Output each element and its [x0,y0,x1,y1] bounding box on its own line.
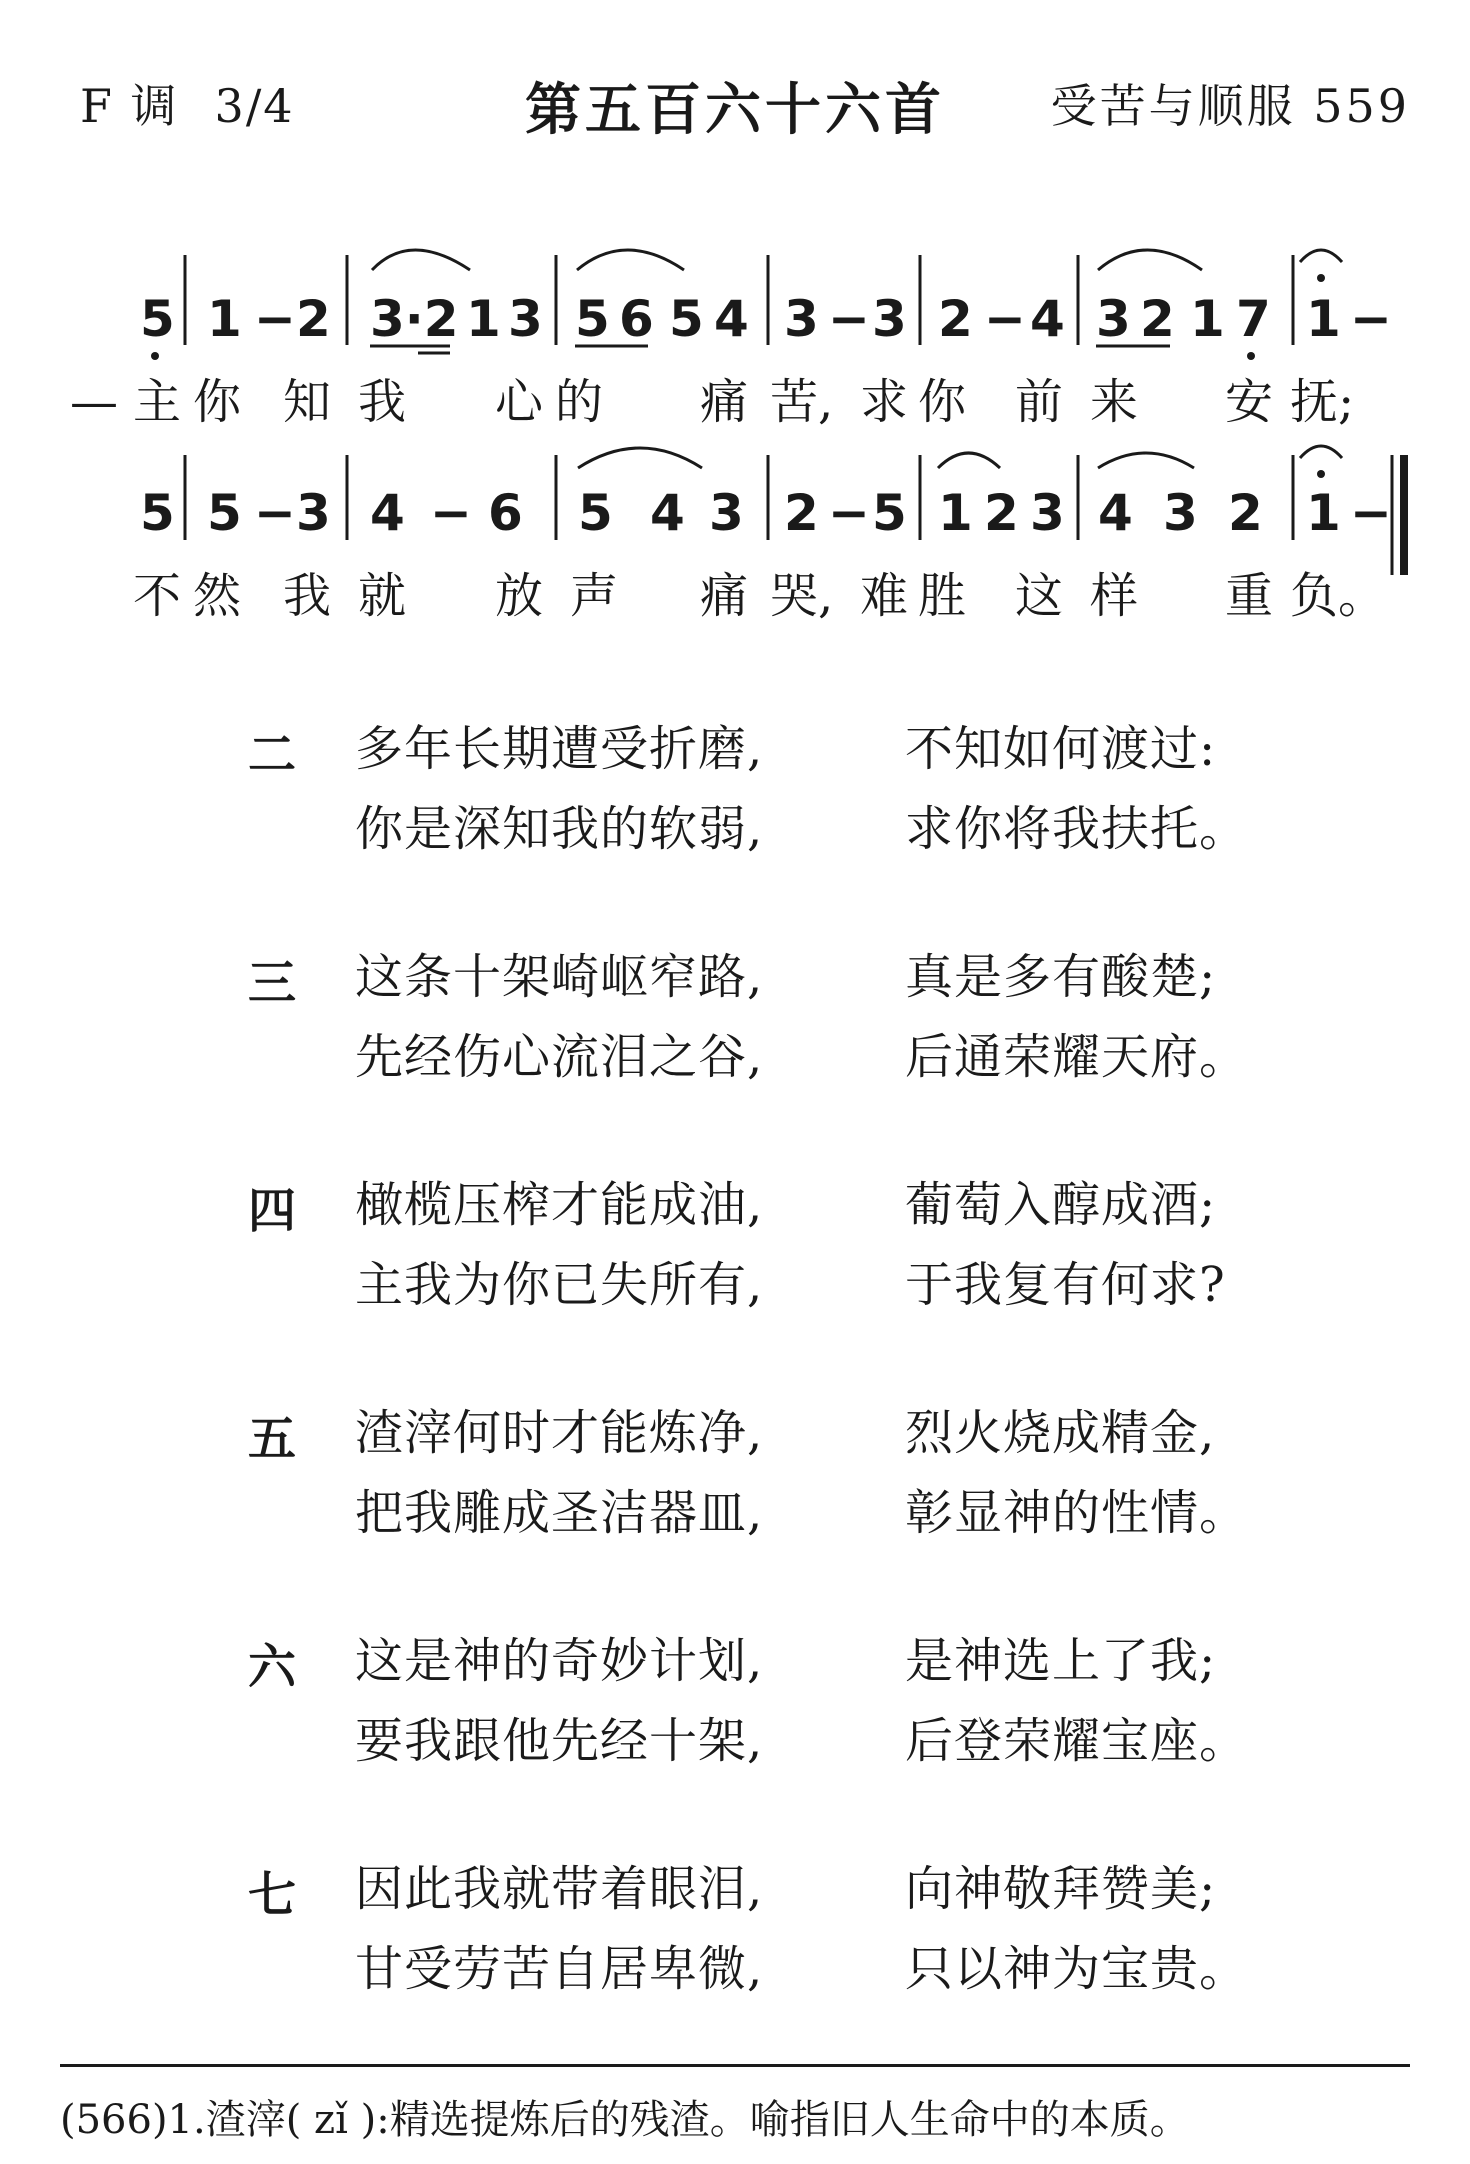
slur [938,453,1000,468]
verse-line: 彰显神的性情。 [905,1485,1249,1541]
note: 7 [1236,290,1271,348]
note: 3 [1163,484,1198,542]
verse-line: 后通荣耀天府。 [905,1029,1249,1085]
note: 5 [578,484,613,542]
note: 2 [1228,484,1263,542]
note: 1 [466,290,501,348]
final-barline-thick [1400,455,1408,575]
lyric-char: 不 [133,568,182,624]
note: − [1350,290,1392,348]
lyrics-line-2 [133,568,1386,624]
lyric-char: 我 [358,374,407,430]
score [0,0,1470,700]
slur [1098,453,1194,468]
note: 1 [1306,290,1341,348]
note: 4 [1098,484,1133,542]
score-line-2 [140,446,1408,575]
verse-line: 葡萄入醇成酒; [905,1177,1217,1233]
verse-line: 不知如何渡过: [905,721,1217,777]
note: 6 [488,484,523,542]
verse-line: 橄榄压榨才能成油, [355,1177,764,1233]
note: − [254,484,296,542]
lyric-char: — [70,374,118,430]
low-octave-dot [1247,352,1255,360]
verse-line: 向神敬拜赞美; [905,1861,1217,1917]
verse-line: 烈火烧成精金, [905,1405,1216,1461]
verse-line: 只以神为宝贵。 [905,1941,1249,1997]
note: 4 [714,290,749,348]
note: 5 [872,484,907,542]
lyric-char: 负。 [1290,568,1387,624]
lyric-char: 求 [860,374,909,430]
note: 2 [938,290,973,348]
note: 6 [619,290,654,348]
note: − [984,290,1026,348]
lyric-char: 痛 [700,374,749,430]
lyric-char: 抚; [1290,374,1355,430]
verse-line: 甘受劳苦自居卑微, [355,1941,764,1997]
lyric-char: 我 [283,568,332,624]
note: − [254,290,296,348]
note: 2 [984,484,1019,542]
note: − [828,290,870,348]
lyric-char: 胜 [918,568,967,624]
lyric-char: 这 [1015,568,1064,624]
note: 3 [1096,290,1131,348]
verse-6 [0,1622,1470,1782]
verse-line: 求你将我扶托。 [905,801,1249,857]
lyric-char: 苦, [770,374,834,430]
note: 3·2 [370,290,459,348]
verse-line: 你是深知我的软弱, [355,801,764,857]
note: 4 [370,484,405,542]
verse-line: 这是神的奇妙计划, [355,1633,764,1689]
verse-line: 主我为你已失所有, [355,1257,764,1313]
verse-4 [0,1166,1470,1326]
slur [577,250,684,270]
note: 5 [140,290,175,348]
verse-number: 二 [248,727,297,783]
note: 2 [296,290,331,348]
verse-2 [0,710,1470,870]
note: 2 [784,484,819,542]
lyric-char: 心 [495,374,544,430]
verse-number: 六 [248,1639,297,1695]
verse-line: 渣滓何时才能炼净, [355,1405,764,1461]
hymn-category: 受苦与顺服 559 [1050,79,1410,133]
lyric-char: 样 [1090,568,1139,624]
verse-3 [0,938,1470,1098]
verse-line: 多年长期遭受折磨, [355,721,764,777]
note: 3 [508,290,543,348]
note: 5 [669,290,704,348]
verse-line: 于我复有何求? [905,1257,1226,1313]
lyric-char: 就 [358,568,407,624]
verse-line: 因此我就带着眼泪, [355,1861,764,1917]
note: 4 [1030,290,1065,348]
verse-line: 先经伤心流泪之谷, [355,1029,764,1085]
lyric-char: 重 [1225,568,1274,624]
note: 3 [872,290,907,348]
slur [578,448,702,468]
note: 3 [709,484,744,542]
note: − [1350,484,1392,542]
verse-5 [0,1394,1470,1554]
note: 1 [1190,290,1225,348]
verse-7 [0,1850,1470,2010]
lyric-char: 你 [918,374,967,430]
lyric-char: 放 [495,568,544,624]
note: 5 [575,290,610,348]
lyric-char: 声 [570,568,619,624]
lyrics-line-1 [70,374,1354,430]
slur [1098,250,1202,270]
note: 3 [1030,484,1065,542]
lyric-char: 来 [1090,374,1139,430]
note: 1 [1306,484,1341,542]
note: 5 [207,484,242,542]
lyric-char: 然 [193,568,242,624]
lyric-char: 难 [860,568,909,624]
fermata [1300,250,1342,262]
verse-line: 要我跟他先经十架, [355,1713,764,1769]
lyric-char: 前 [1015,374,1064,430]
verse-number: 四 [248,1183,297,1239]
high-octave-dot [1317,470,1325,478]
lyric-char: 你 [193,374,242,430]
verse-line: 把我雕成圣洁器皿, [355,1485,764,1541]
slur [372,250,470,270]
lyric-char: 痛 [700,568,749,624]
note: 4 [650,484,685,542]
hymn-title: 第五百六十六首 [525,78,945,143]
footnote: (566)1.渣滓( zǐ ):精选提炼后的残渣。喻指旧人生命中的本质。 [60,2097,1190,2143]
fermata [1300,446,1342,458]
score-svg [0,0,1470,700]
lyric-char: 哭, [770,568,834,624]
score-line-1 [140,250,1392,360]
verse-number: 七 [248,1867,297,1923]
note: 2 [1140,290,1175,348]
lyric-char: 主 [133,374,182,430]
verse-number: 三 [248,955,297,1011]
high-octave-dot [1317,274,1325,282]
note: − [430,484,472,542]
note: − [828,484,870,542]
lyric-char: 知 [283,374,332,430]
verse-line: 这条十架崎岖窄路, [355,949,764,1005]
lyric-char: 安 [1225,374,1274,430]
low-octave-dot [151,352,159,360]
note: 3 [296,484,331,542]
note: 3 [784,290,819,348]
footnote-divider [60,2064,1410,2067]
note: 1 [207,290,242,348]
time-signature: 3/4 [214,79,295,133]
note: 5 [140,484,175,542]
key-label: F 调 [80,79,179,133]
note: 1 [938,484,973,542]
verse-line: 后登荣耀宝座。 [905,1713,1249,1769]
lyric-char: 的 [555,374,604,430]
verse-number: 五 [248,1411,297,1467]
verse-line: 真是多有酸楚; [905,949,1217,1005]
verse-line: 是神选上了我; [905,1633,1217,1689]
